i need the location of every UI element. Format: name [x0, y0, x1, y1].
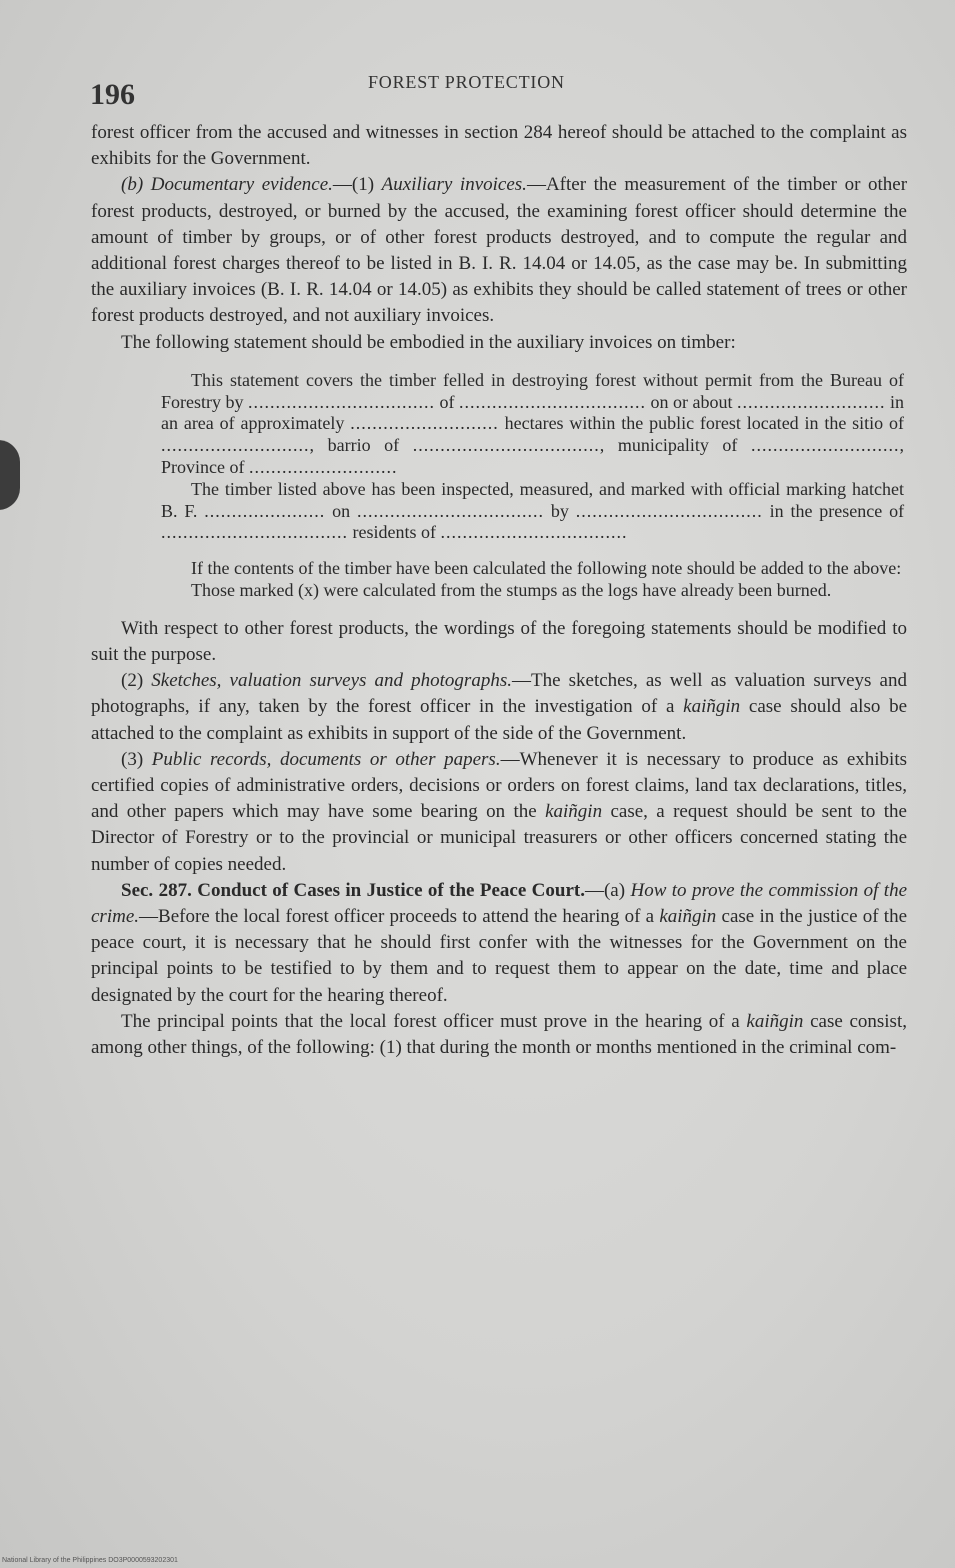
paragraph: (2) Sketches, valuation surveys and photographs.—The sketches, as well as valuation surveys and photographs, if any, taken by the forest officer in the investigation of a kaiñgin case should also be attached to the complaint as exhibits in support of the side of the Government.	[91, 670, 908, 744]
blank-field: ..................................	[412, 435, 600, 456]
item-label: —(a)	[584, 879, 626, 901]
body-text	[91, 120, 907, 1061]
blank-field: ...........................	[161, 435, 310, 456]
statement-text: The timber listed above has been inspected, measured, and marked with official marking hatchet B. F. ...................... on .................................. by .................................. in the presence of .................................. residents of ..................................	[161, 478, 905, 543]
subheading: How to prove the commission of the crime.	[91, 879, 908, 928]
paragraph: Sec. 287. Conduct of Cases in Justice of the Peace Court.—(a) How to prove the commission of the crime.—Before the local forest officer proceeds to attend the hearing of a kaiñgin case in the justice of the peace court, it is necessary that he should first confer with the witnesses for the Government on the principal points to be testified to by them and to request them to appear on the date, time and place designated by the court for the hearing thereof.	[91, 879, 908, 1006]
paragraph: forest officer from the accused and witnesses in section 284 hereof should be attached to the complaint as exhibits for the Government.	[91, 122, 907, 170]
term: kaiñgin	[683, 696, 741, 718]
statement-text: This statement covers the timber felled in destroying forest without permit from the Bureau of Forestry by .................................. of .................................. on or about ........................... in an area of approximately ........................... hectares within the public forest located in the sitio of ..........................., barrio of .................................., municipality of ..........................., Province of ...........................	[161, 369, 905, 478]
blank-field: ..................................	[440, 522, 628, 543]
blank-field: ..................................	[459, 391, 646, 412]
statement-note: If the contents of the timber have been calculated the following note should be added to the above:	[191, 558, 902, 579]
source-watermark: National Library of the Philippines DO3P0000593202301	[2, 1557, 178, 1564]
blank-field: ..................................	[575, 500, 763, 521]
section-heading: Sec. 287. Conduct of Cases in Justice of the Peace Court.	[121, 879, 585, 901]
blank-field: ..................................	[161, 522, 348, 543]
binding-shadow	[0, 440, 20, 510]
blank-field: ...........................	[736, 391, 886, 412]
blank-field: ......................	[204, 500, 326, 521]
paragraph: (3) Public records, documents or other papers.—Whenever it is necessary to produce as exhibits certified copies of administrative orders, decisions or orders on forest claims, land tax declarations, titles, and other papers which may have some bearing on the kaiñgin case, a request should be sent to the Director of Forestry or to the provincial or municipal treasurers or other officers concerned stating the number of copies needed.	[91, 748, 908, 875]
subheading: Auxiliary invoices.	[381, 174, 527, 196]
blank-field: ..................................	[248, 391, 435, 412]
blank-field: ..................................	[357, 500, 545, 521]
blank-field: ...........................	[248, 457, 398, 478]
subheading: Public records, documents or other papers.	[151, 748, 501, 770]
blank-field: ...........................	[350, 413, 499, 434]
paragraph: With respect to other forest products, the wordings of the foregoing statements should be modified to suit the purpose.	[91, 617, 907, 665]
blank-field: ...........................	[751, 435, 900, 456]
item-label: (2)	[121, 670, 144, 692]
item-label: —(1)	[332, 174, 375, 196]
page-number: 196	[90, 78, 135, 111]
item-label: (3)	[121, 748, 144, 770]
statement-note: Those marked (x) were calculated from the stumps as the logs have already been burned.	[191, 580, 832, 600]
item-label: (b)	[121, 174, 144, 196]
statement-block	[161, 370, 904, 602]
paragraph	[91, 172, 907, 329]
term: kaiñgin	[746, 1010, 804, 1032]
term: kaiñgin	[659, 906, 717, 928]
paragraph: The principal points that the local forest officer must prove in the hearing of a kaiñgin case consist, among other things, of the following: (1) that during the month or months mentioned in the criminal com-	[91, 1010, 907, 1059]
paragraph: The following statement should be embodied in the auxiliary invoices on timber:	[121, 331, 736, 353]
subheading: Sketches, valuation surveys and photographs.	[151, 670, 512, 692]
subheading: Documentary evidence.	[150, 174, 333, 196]
running-title: FOREST PROTECTION	[368, 72, 565, 92]
term: kaiñgin	[545, 801, 603, 823]
paragraph-text: —After the measurement of the timber or other forest products, destroyed, or burned by the accused, the examining forest officer should determine the amount of timber by groups, or of other forest products destroyed, and to compute the regular and additional forest charges thereof to be listed in B. I. R. 14.04 or 14.05, as the case may be. In submitting the auxiliary invoices (B. I. R. 14.04 or 14.05) as exhibits they should be called statement of trees or other forest products destroyed, and not auxiliary invoices.	[91, 174, 908, 327]
